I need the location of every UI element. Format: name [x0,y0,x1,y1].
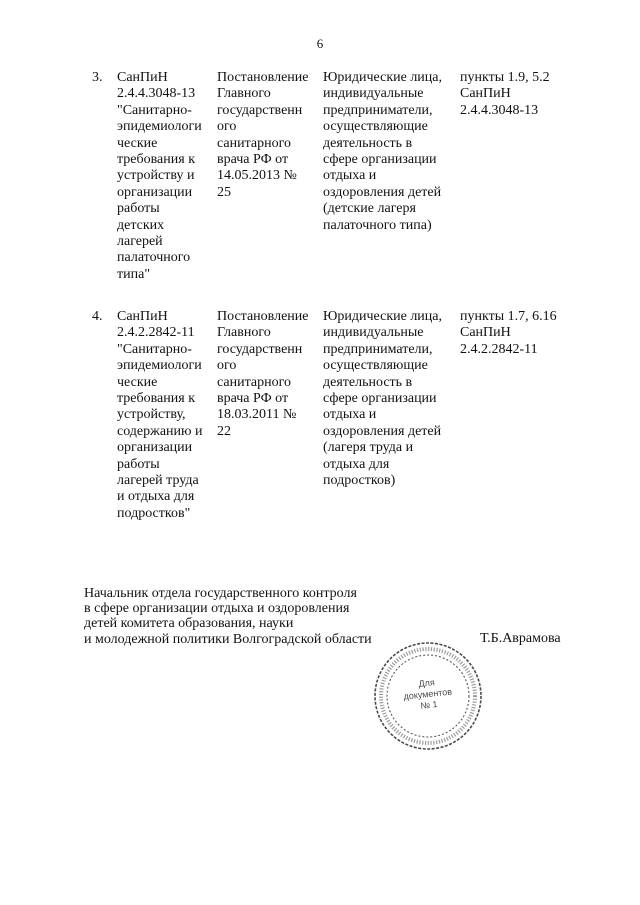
official-stamp [372,640,484,752]
stamp-text-line: документов [403,686,453,702]
row-number: 4. [92,309,103,324]
clauses-cell: пункты 1.7, 6.16 СанПиН 2.4.2.2842-11 [460,309,557,357]
clauses-cell: пункты 1.9, 5.2 СанПиН 2.4.4.3048-13 [460,70,550,118]
row-number: 3. [92,70,103,85]
stamp-text-line: № 1 [419,699,439,711]
approved-by-cell: Постановление Главного государственн ого санитарного врача РФ от 14.05.2013 № 25 [217,70,309,200]
stamp-text [402,676,454,713]
page-number: 6 [316,36,324,51]
stamp-text-line: Для [418,677,436,689]
subjects-cell: Юридические лица, индивидуальные предприниматели, осуществляющие деятельность в сфере организации отдыха и оздоровления детей (лагеря труда и отдыха для подростков) [323,309,443,489]
signatory-name: Т.Б.Аврамова [480,631,561,646]
document-cell: СанПиН 2.4.4.3048-13 "Санитарно- эпидемиологи ческие требования к устройству и организации работы детских лагерей палаточного типа" [117,70,202,282]
approved-by-cell: Постановление Главного государственн ого санитарного врача РФ от 18.03.2011 № 22 [217,309,309,439]
document-cell: СанПиН 2.4.2.2842-11 "Санитарно- эпидемиологи ческие требования к устройству, содержанию и организации работы лагерей труда и отдыха для подростков" [117,309,203,521]
signatory-position: Начальник отдела государственного контроля в сфере организации отдыха и оздоровления детей комитета образования, науки и молодежной политики Волгоградской области [84,586,372,647]
subjects-cell: Юридические лица, индивидуальные предприниматели, осуществляющие деятельность в сфере организации отдыха и оздоровления детей (детские лагеря палаточного типа) [323,70,443,233]
